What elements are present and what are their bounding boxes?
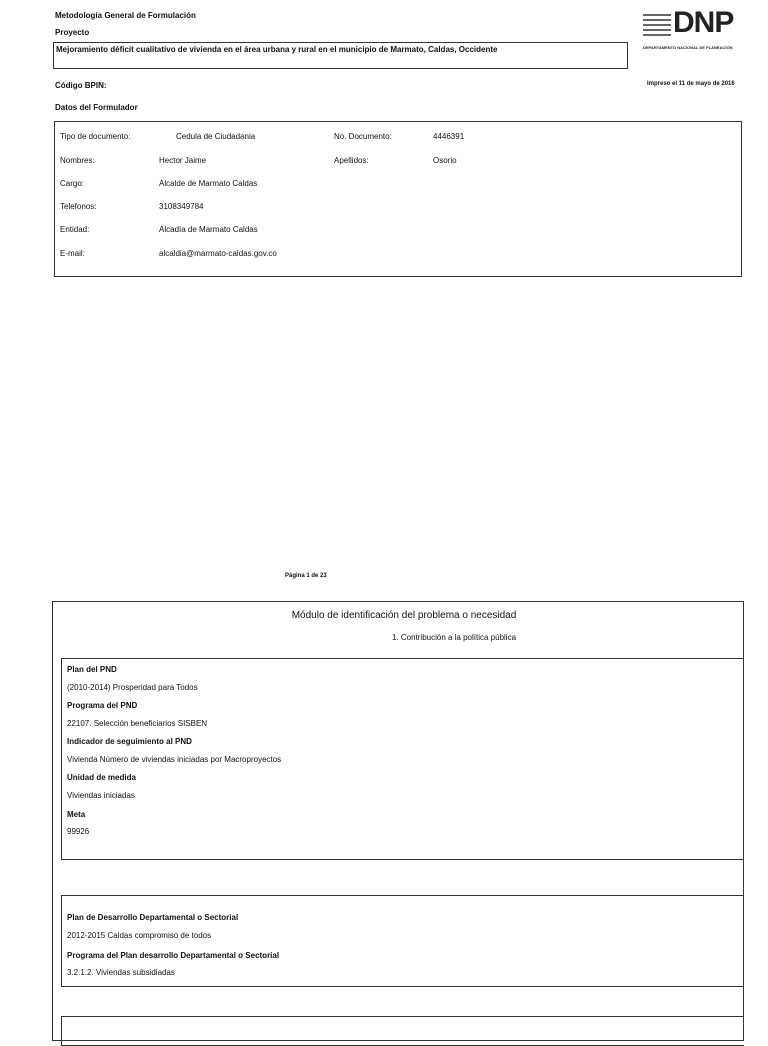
pnd-indicator-value: Vivienda Número de viviendas iniciadas por Macroproyectos: [67, 755, 282, 764]
logo-subtitle: DEPARTAMENTO NACIONAL DE PLANEACIÓN: [643, 45, 733, 50]
dept-plan-label: Plan de Desarrollo Departamental o Sectorial: [67, 913, 239, 922]
printed-date: Impreso el 11 de mayo de 2016: [647, 81, 735, 87]
logo-lines-icon: [643, 14, 671, 39]
phone-label: Telefonos:: [60, 202, 97, 211]
names-label: Nombres:: [60, 156, 95, 165]
entity-label: Entidad:: [60, 225, 90, 234]
email-label: E-mail:: [60, 249, 85, 258]
doc-type-label: Tipo de documento:: [60, 132, 131, 141]
page-number: Página 1 de 23: [285, 573, 327, 579]
doc-no-value: 4446391: [433, 132, 465, 141]
pnd-program-value: 22107. Selección beneficiarios SISBEN: [67, 719, 208, 728]
surnames-label: Apellidos:: [334, 156, 369, 165]
pnd-unit-value: Viviendas iniciadas: [67, 791, 135, 800]
project-label: Proyecto: [55, 28, 90, 37]
surnames-value: Osorio: [433, 156, 457, 165]
next-section-box: [61, 1016, 744, 1046]
pnd-goal-value: 99926: [67, 827, 90, 836]
module-title: Módulo de identificación del problema o necesidad: [291, 610, 517, 621]
dnp-logo: [643, 6, 743, 56]
project-title-box: [53, 42, 628, 69]
email-value: alcaldia@marmato-caldas.gov.co: [159, 249, 277, 258]
cargo-label: Cargo:: [60, 179, 85, 188]
formulator-title: Datos del Formulador: [55, 103, 138, 112]
pnd-plan-value: (2010-2014) Prosperidad para Todos: [67, 683, 198, 692]
dept-plan-value: 2012-2015 Caldas compromiso de todos: [67, 931, 212, 940]
methodology-title: Metodología General de Formulación: [55, 11, 196, 20]
logo-text: DNP: [673, 6, 734, 39]
dept-program-label: Programa del Plan desarrollo Departamental o Sectorial: [67, 951, 280, 960]
pnd-goal-label: Meta: [67, 810, 86, 819]
formulator-box: [54, 121, 742, 277]
pnd-plan-label: Plan del PND: [67, 665, 117, 674]
project-title: Mejoramiento déficit cualitativo de vivienda en el área urbana y rural en el municipio de Marmato, Caldas, Occidente: [56, 45, 498, 54]
bpin-label: Código BPIN:: [55, 81, 107, 90]
pnd-indicator-label: Indicador de seguimiento al PND: [67, 737, 192, 746]
entity-value: Alcadía de Marmato Caldas: [159, 225, 258, 234]
names-value: Hector Jaime: [159, 156, 207, 165]
cargo-value: Alcalde de Marmato Caldas: [159, 179, 258, 188]
dept-program-value: 3.2.1.2. Viviendas subsidiadas: [67, 968, 175, 977]
doc-type-value: Cedula de Ciudadania: [176, 132, 256, 141]
module-subtitle: 1. Contribución a la política pública: [391, 633, 517, 642]
pnd-unit-label: Unidad de medida: [67, 773, 136, 782]
pnd-program-label: Programa del PND: [67, 701, 138, 710]
phone-value: 3108349784: [159, 202, 204, 211]
doc-no-label: No. Documento:: [334, 132, 392, 141]
